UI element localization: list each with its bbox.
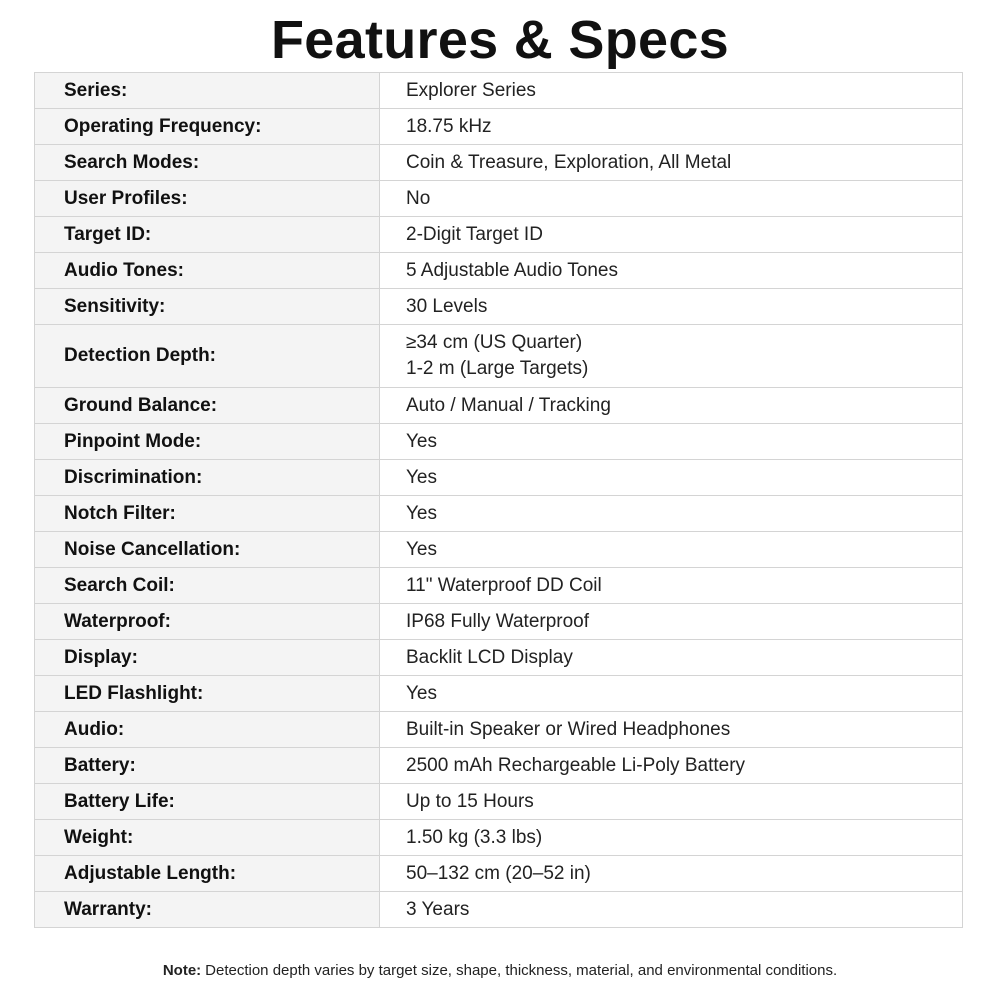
spec-label: Notch Filter:	[35, 496, 380, 532]
spec-value: 2-Digit Target ID	[380, 217, 963, 253]
spec-label: LED Flashlight:	[35, 676, 380, 712]
spec-label: User Profiles:	[35, 181, 380, 217]
table-row	[35, 676, 963, 712]
spec-value: 11" Waterproof DD Coil	[380, 568, 963, 604]
page-title: Features & Specs	[271, 10, 729, 70]
spec-value: 1.50 kg (3.3 lbs)	[380, 820, 963, 856]
table-row	[35, 325, 963, 388]
spec-label: Detection Depth:	[35, 325, 380, 388]
spec-value: IP68 Fully Waterproof	[380, 604, 963, 640]
table-row	[35, 253, 963, 289]
spec-value-line: 1-2 m (Large Targets)	[406, 358, 589, 379]
spec-value: Up to 15 Hours	[380, 784, 963, 820]
spec-label: Waterproof:	[35, 604, 380, 640]
table-row	[35, 568, 963, 604]
spec-value: Yes	[380, 676, 963, 712]
specs-table	[34, 72, 963, 928]
spec-value: Yes	[380, 532, 963, 568]
table-row	[35, 820, 963, 856]
table-row	[35, 892, 963, 928]
spec-label: Discrimination:	[35, 460, 380, 496]
spec-value: 18.75 kHz	[380, 109, 963, 145]
table-row	[35, 604, 963, 640]
spec-value: Auto / Manual / Tracking	[380, 388, 963, 424]
spec-label: Ground Balance:	[35, 388, 380, 424]
table-row	[35, 388, 963, 424]
table-row	[35, 784, 963, 820]
table-row	[35, 496, 963, 532]
spec-label: Warranty:	[35, 892, 380, 928]
footnote-text: Detection depth varies by target size, shape, thickness, material, and environmental conditions.	[205, 962, 838, 979]
spec-label: Audio:	[35, 712, 380, 748]
spec-label: Audio Tones:	[35, 253, 380, 289]
table-row	[35, 640, 963, 676]
spec-value: 5 Adjustable Audio Tones	[380, 253, 963, 289]
table-row	[35, 217, 963, 253]
table-row	[35, 748, 963, 784]
spec-label: Target ID:	[35, 217, 380, 253]
table-row	[35, 424, 963, 460]
spec-value-line: ≥34 cm (US Quarter)	[406, 332, 583, 353]
table-row	[35, 532, 963, 568]
table-row	[35, 73, 963, 109]
spec-value: Yes	[380, 424, 963, 460]
spec-label: Noise Cancellation:	[35, 532, 380, 568]
spec-value: Coin & Treasure, Exploration, All Metal	[380, 145, 963, 181]
table-row	[35, 145, 963, 181]
spec-value: Backlit LCD Display	[380, 640, 963, 676]
spec-label: Pinpoint Mode:	[35, 424, 380, 460]
spec-label: Adjustable Length:	[35, 856, 380, 892]
spec-value: Explorer Series	[380, 73, 963, 109]
spec-value: Yes	[380, 460, 963, 496]
table-row	[35, 460, 963, 496]
spec-value: 2500 mAh Rechargeable Li-Poly Battery	[380, 748, 963, 784]
table-row	[35, 712, 963, 748]
footnote-label: Note:	[162, 962, 202, 979]
table-row	[35, 289, 963, 325]
spec-value: 50–132 cm (20–52 in)	[380, 856, 963, 892]
spec-label: Battery:	[35, 748, 380, 784]
table-row	[35, 109, 963, 145]
spec-value: 3 Years	[380, 892, 963, 928]
table-row	[35, 856, 963, 892]
table-row	[35, 181, 963, 217]
footnote	[0, 962, 1000, 979]
spec-label: Search Modes:	[35, 145, 380, 181]
spec-value: 30 Levels	[380, 289, 963, 325]
spec-value: No	[380, 181, 963, 217]
spec-value: Built-in Speaker or Wired Headphones	[380, 712, 963, 748]
spec-label: Operating Frequency:	[35, 109, 380, 145]
spec-value: Yes	[380, 496, 963, 532]
spec-label: Search Coil:	[35, 568, 380, 604]
spec-label: Weight:	[35, 820, 380, 856]
spec-label: Display:	[35, 640, 380, 676]
spec-label: Battery Life:	[35, 784, 380, 820]
spec-label: Series:	[35, 73, 380, 109]
spec-label: Sensitivity:	[35, 289, 380, 325]
spec-value-multiline	[380, 325, 963, 388]
